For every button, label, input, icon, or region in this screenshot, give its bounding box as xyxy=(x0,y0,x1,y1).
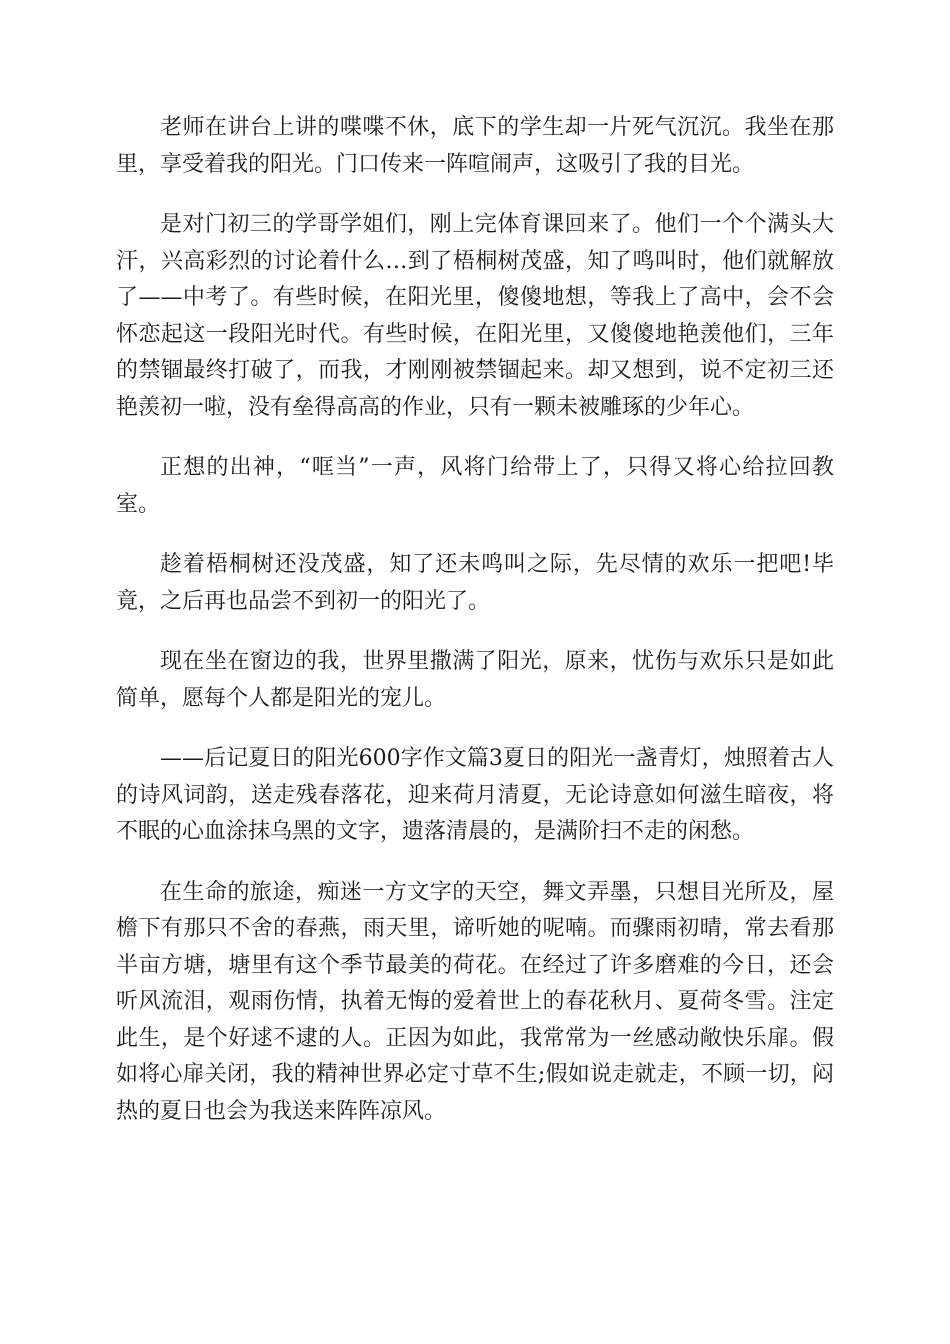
paragraph: 在生命的旅途，痴迷一方文字的天空，舞文弄墨，只想目光所及，屋檐下有那只不舍的春燕，雨天里，谛听她的呢喃。而骤雨初晴，常去看那半亩方塘，塘里有这个季节最美的荷花。在经过了许多磨难的今日，还会听风流泪，观雨伤情，执着无悔的爱着世上的春花秋月、夏荷冬雪。注定此生，是个好逑不逮的人。正因为如此，我常常为一丝感动敞快乐扉。假如将心扉关闭，我的精神世界必定寸草不生;假如说走就走，不顾一切，闷热的夏日也会为我送来阵阵凉风。 xyxy=(116,879,834,1124)
document-body xyxy=(116,110,834,1154)
paragraph: 现在坐在窗边的我，世界里撒满了阳光，原来，忧伤与欢乐只是如此简单，愿每个人都是阳光的宠儿。 xyxy=(116,649,834,711)
paragraph: ——后记夏日的阳光600字作文篇3夏日的阳光一盏青灯，烛照着古人的诗风词韵，送走残春落花，迎来荷月清夏，无论诗意如何滋生暗夜，将不眠的心血涂抹乌黑的文字，遗落清晨的，是满阶扫不走的闲愁。 xyxy=(116,746,834,844)
paragraph: 正想的出神，“哐当”一声，风将门给带上了，只得又将心给拉回教室。 xyxy=(116,455,834,517)
paragraph: 老师在讲台上讲的喋喋不休，底下的学生却一片死气沉沉。我坐在那里，享受着我的阳光。门口传来一阵喧闹声，这吸引了我的目光。 xyxy=(116,115,834,177)
paragraph: 是对门初三的学哥学姐们，刚上完体育课回来了。他们一个个满头大汗，兴高彩烈的讨论着什么…到了梧桐树茂盛，知了鸣叫时，他们就解放了——中考了。有些时候，在阳光里，傻傻地想，等我上了高中，会不会怀恋起这一段阳光时代。有些时候，在阳光里，又傻傻地艳羡他们，三年的禁锢最终打破了，而我，才刚刚被禁锢起来。却又想到，说不定初三还艳羡初一啦，没有垒得高高的作业，只有一颗未被雕琢的少年心。 xyxy=(116,212,834,420)
paragraph: 趁着梧桐树还没茂盛，知了还未鸣叫之际，先尽情的欢乐一把吧!毕竟，之后再也品尝不到初一的阳光了。 xyxy=(116,552,834,614)
